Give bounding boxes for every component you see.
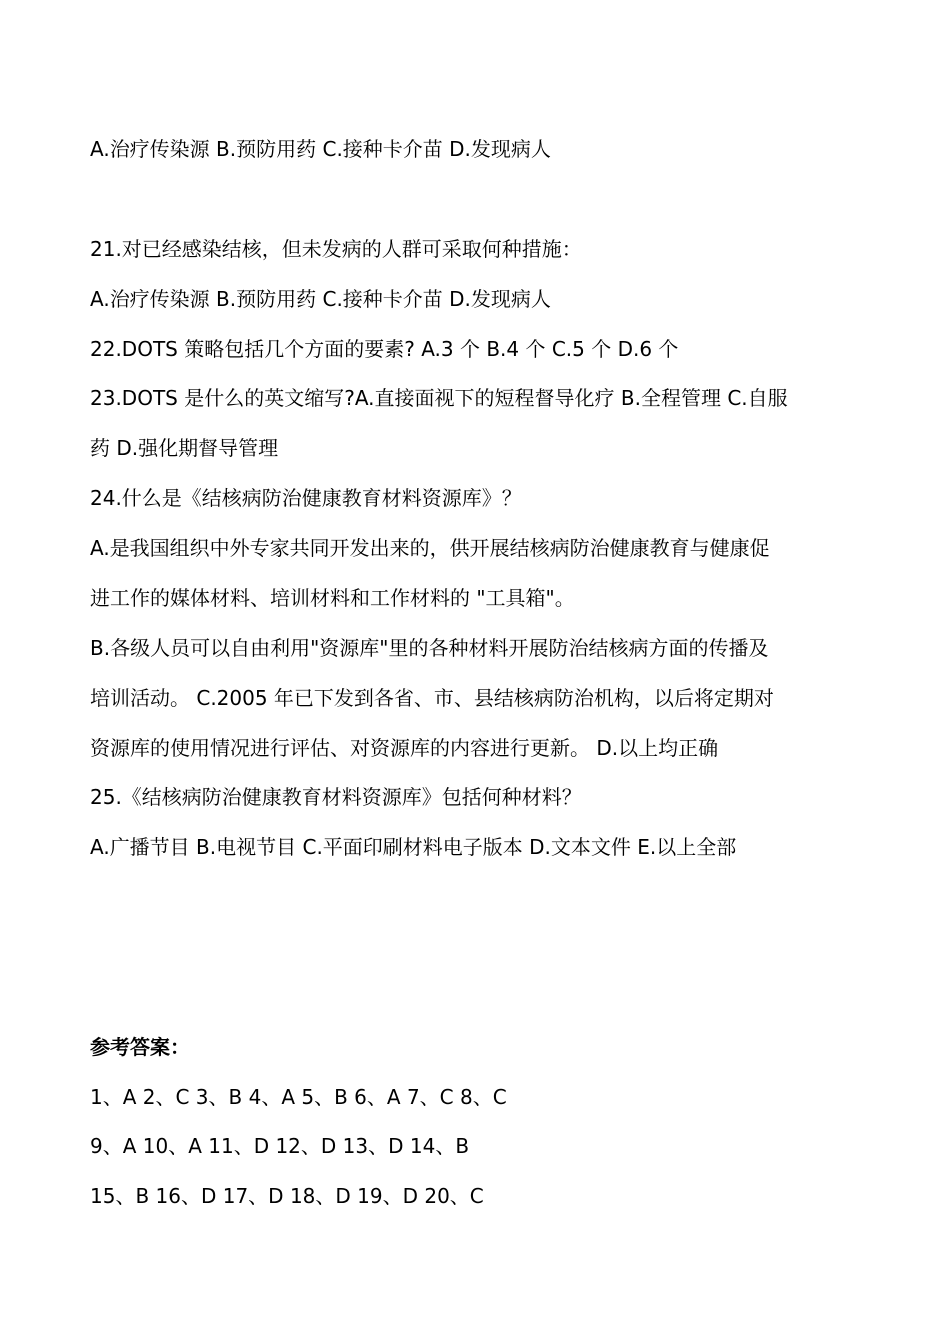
option-24-b: B.各级人员可以自由利用"资源库"里的各种材料开展防治结核病方面的传播及 xyxy=(90,636,769,660)
option-24-c-cont: 资源库的使用情况进行评估、对资源库的内容进行更新。 D.以上均正确 xyxy=(90,736,719,760)
options-line-25: A.广播节目 B.电视节目 C.平面印刷材料电子版本 D.文本文件 E.以上全部 xyxy=(90,835,737,859)
question-21: 21.对已经感染结核，但未发病的人群可采取何种措施： xyxy=(90,237,582,261)
question-23: 23.DOTS 是什么的英文缩写?A.直接面视下的短程督导化疗 B.全程管理 C.自服 xyxy=(90,386,788,410)
option-24-a-cont: 进工作的媒体材料、培训材料和工作材料的 "工具箱"。 xyxy=(90,586,575,610)
answers-row: 15、B 16、D 17、D 18、D 19、D 20、C xyxy=(90,1184,484,1208)
option-24-a: A.是我国组织中外专家共同开发出来的，供开展结核病防治健康教育与健康促 xyxy=(90,536,770,560)
answers-heading: 参考答案： xyxy=(90,1035,190,1059)
question-25: 25.《结核病防治健康教育材料资源库》包括何种材料？ xyxy=(90,785,582,809)
options-line: A.治疗传染源 B.预防用药 C.接种卡介苗 D.发现病人 xyxy=(90,287,551,311)
answers-row: 1、A 2、C 3、B 4、A 5、B 6、A 7、C 8、C xyxy=(90,1085,507,1109)
question-22: 22.DOTS 策略包括几个方面的要素? A.3 个 B.4 个 C.5 个 D.6 个 xyxy=(90,337,679,361)
option-24-b-cont: 培训活动。 C.2005 年已下发到各省、市、县结核病防治机构，以后将定期对 xyxy=(90,686,774,710)
question-23-cont: 药 D.强化期督导管理 xyxy=(90,436,279,460)
answers-row: 9、A 10、A 11、D 12、D 13、D 14、B xyxy=(90,1134,470,1158)
options-line: A.治疗传染源 B.预防用药 C.接种卡介苗 D.发现病人 xyxy=(90,137,551,161)
question-24: 24.什么是《结核病防治健康教育材料资源库》？ xyxy=(90,486,522,510)
